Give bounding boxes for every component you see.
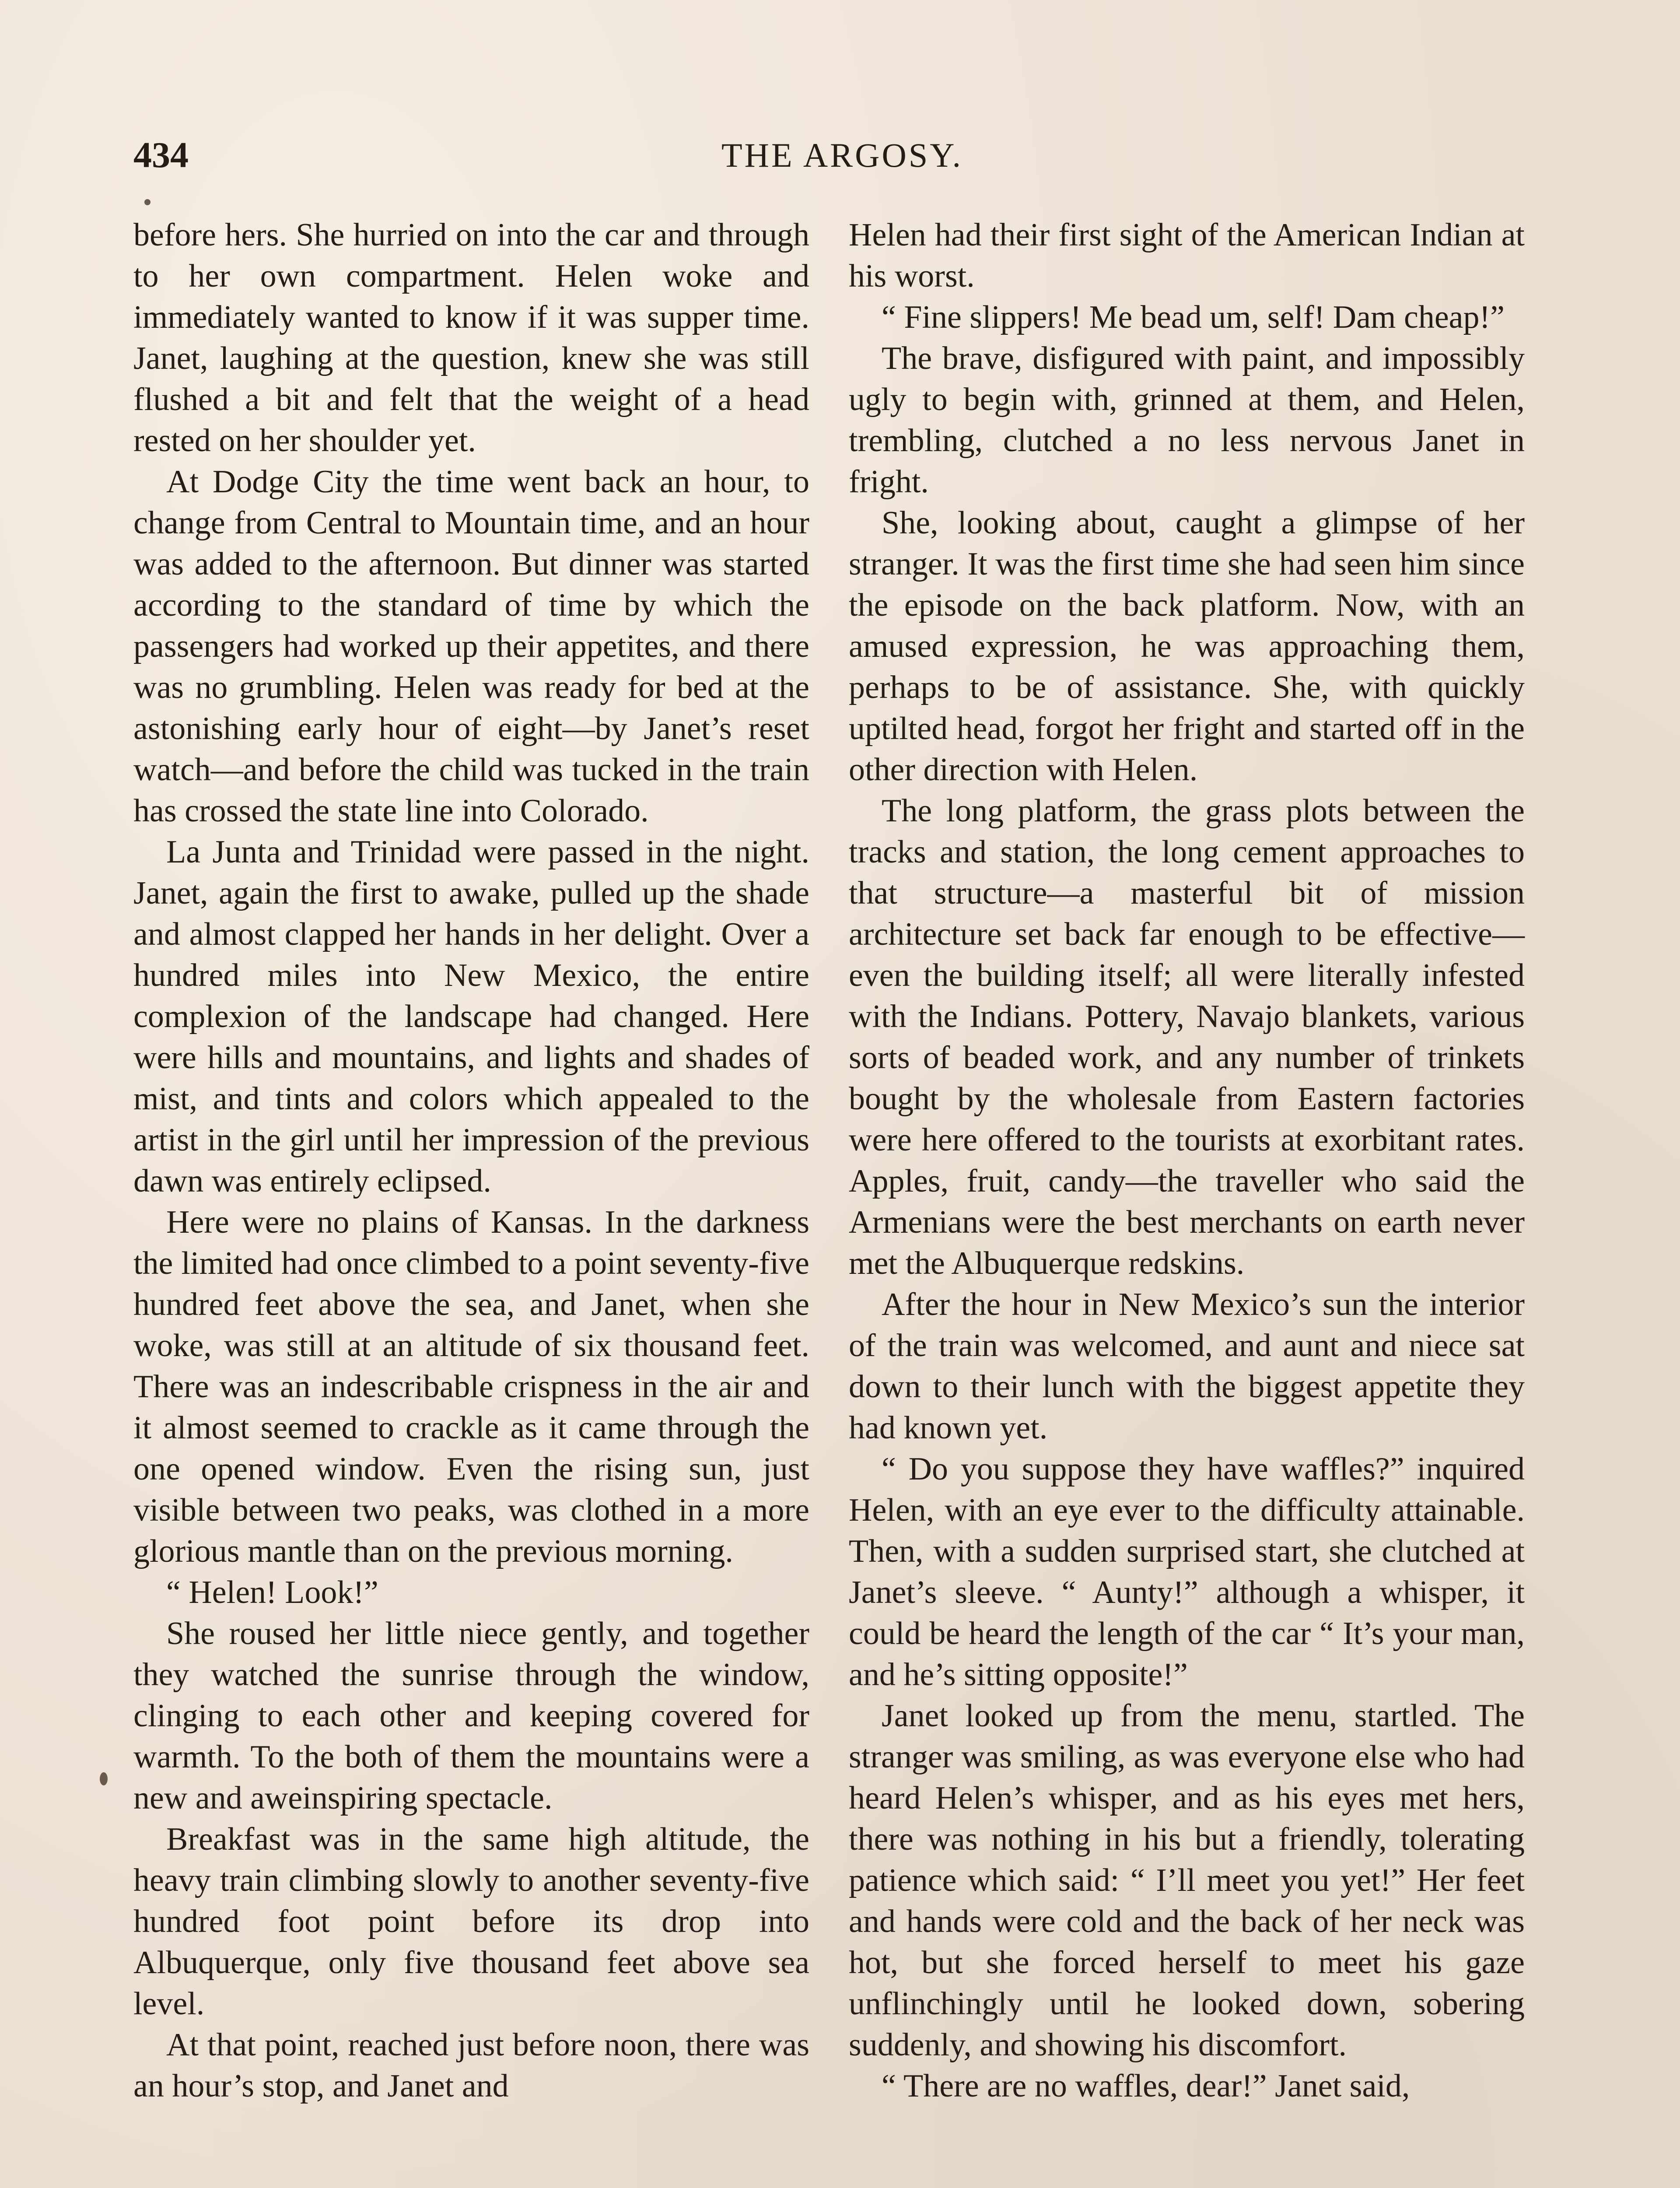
right-column xyxy=(849,214,1525,2107)
paragraph: “ Helen! Look!” xyxy=(166,1574,378,1610)
running-title: THE ARGOSY. xyxy=(721,136,963,174)
page-number: 434 xyxy=(133,135,189,175)
left-column xyxy=(133,214,809,2107)
ink-speck xyxy=(144,199,150,205)
paragraph: She roused her little niece gently, and together they watched the sunrise through the window, clinging to each other and keeping covered for warmth. To the both of them the mountains were a new and aweinspiring spectacle. xyxy=(133,1616,809,1816)
paragraph: The long platform, the grass plots between the tracks and station, the long cement approaches to that structure—a masterful bit of mission architecture set back far enough to be effective—even the building itself; all were literally infested with the Indians. Pottery, Navajo blankets, various sorts of beaded work, and any number of trinkets bought by the wholesale from Eastern factories were here offered to the tourists at exorbitant rates. Apples, fruit, candy—the traveller who said the Armenians were the best merchants on earth never met the Albuquerque redskins. xyxy=(849,793,1525,1281)
paragraph: “ Do you suppose they have waffles?” inquired Helen, with an eye ever to the difficulty attainable. Then, with a sudden surprised start, she clutched at Janet’s sleeve. “ Aunty!” although a whisper, it could be heard the length of the car “ It’s your man, and he’s sitting opposite!” xyxy=(849,1451,1525,1693)
paragraph: Here were no plains of Kansas. In the darkness the limited had once climbed to a point seventy-five hundred feet above the sea, and Janet, when she woke, was still at an altitude of six thousand feet. There was an indescribable crispness in the air and it almost seemed to crackle as it came through the one opened window. Even the rising sun, just visible between two peaks, was clothed in a more glorious mantle than on the previous morning. xyxy=(133,1204,809,1569)
paragraph: At Dodge City the time went back an hour, to change from Central to Mountain time, and an hour was added to the afternoon. But dinner was started according to the standard of time by which the passengers had worked up their appetites, and there was no grumbling. Helen was ready for bed at the astonishing early hour of eight—by Janet’s reset watch—and before the child was tucked in the train has crossed the state line into Colorado. xyxy=(133,464,809,829)
paragraph: The brave, disfigured with paint, and impossibly ugly to begin with, grinned at them, and Helen, trembling, clutched a no less nervous Janet in fright. xyxy=(849,340,1525,500)
paragraph: Janet looked up from the menu, startled. The stranger was smiling, as was everyone else who had heard Helen’s whisper, and as his eyes met hers, there was nothing in his but a friendly, tolerating patience which said: “ I’ll meet you yet!” Her feet and hands were cold and the back of her neck was hot, but she forced herself to meet his gaze unflinchingly until he looked down, sobering suddenly, and showing his discomfort. xyxy=(849,1698,1525,2063)
paragraph: At that point, reached just before noon, there was an hour’s stop, and Janet and xyxy=(133,2027,809,2104)
paragraph: Breakfast was in the same high altitude, the heavy train climbing slowly to another seventy-five hundred foot point before its drop into Albuquerque, only five thousand feet above sea level. xyxy=(133,1821,809,2022)
paragraph: before hers. She hurried on into the car and through to her own compartment. Helen woke and immediately wanted to know if it was supper time. Janet, laughing at the question, knew she was still flushed a bit and felt that the weight of a head rested on her shoulder yet. xyxy=(133,217,809,459)
paragraph: Helen had their first sight of the American Indian at his worst. xyxy=(849,217,1525,294)
paragraph: “ There are no waffles, dear!” Janet said, xyxy=(882,2068,1410,2104)
paragraph: La Junta and Trinidad were passed in the night. Janet, again the first to awake, pulled up the shade and almost clapped her hands in her delight. Over a hundred miles into New Mexico, the entire complexion of the landscape had changed. Here were hills and mountains, and lights and shades of mist, and tints and colors which appealed to the artist in the girl until her impression of the previous dawn was entirely eclipsed. xyxy=(133,834,809,1199)
page-header xyxy=(133,131,1551,179)
paragraph: After the hour in New Mexico’s sun the interior of the train was welcomed, and aunt and niece sat down to their lunch with the biggest appetite they had known yet. xyxy=(849,1287,1525,1446)
paragraph: She, looking about, caught a glimpse of her stranger. It was the first time she had seen him since the episode on the back platform. Now, with an amused expression, he was approaching them, perhaps to be of assistance. She, with quickly uptilted head, forgot her fright and started off in the other direction with Helen. xyxy=(849,505,1525,788)
paragraph: “ Fine slippers! Me bead um, self! Dam cheap!” xyxy=(882,299,1505,335)
ink-speck xyxy=(100,1772,108,1785)
